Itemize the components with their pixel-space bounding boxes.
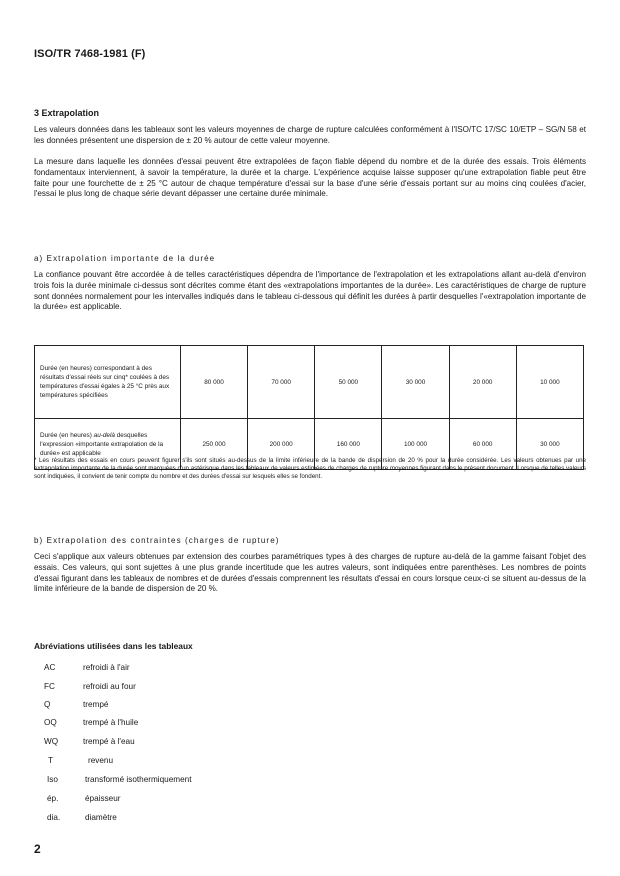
section-3-paragraph-2: La mesure dans laquelle les données d'essai peuvent être extrapolées de façon fiable dépend du nombre et de la durée des essais. Trois éléments fondamentaux interviennent, à savoir la température, la durée et la charge. L'expérience acquise laisse supposer qu'une extrapolation fiable peut être faite pour une fourchette de ± 25 °C autour de chaque température d'essai sur la base d'une série d'essais portant sur au moins cinq coulées d'acier, l'essai le plus long de chaque série devant dépasser une certaine durée minimale.	[34, 157, 586, 199]
abbr-description: transformé isothermiquement	[85, 775, 192, 784]
row2-label-pre: Durée (en heures)	[40, 431, 94, 439]
row1-value: 30 000	[382, 346, 449, 419]
abbr-description: trempé à l'eau	[83, 737, 135, 746]
abbr-description: trempé à l'huile	[83, 718, 139, 727]
row2-value: 200 000	[248, 419, 315, 470]
abbr-description: trempé	[83, 700, 109, 709]
abbreviations-title: Abréviations utilisées dans les tableaux	[34, 641, 193, 651]
section-a-title: a) Extrapolation importante de la durée	[34, 254, 216, 263]
abbr-code: ép.	[47, 794, 59, 803]
abbr-description: revenu	[88, 756, 114, 765]
document-header: ISO/TR 7468-1981 (F)	[34, 48, 146, 60]
table-row	[35, 346, 584, 419]
abbr-code: Q	[44, 700, 51, 709]
row2-value: 100 000	[382, 419, 449, 470]
abbr-description: refroidi au four	[83, 682, 136, 691]
abbr-description: diamètre	[85, 813, 117, 822]
row1-value: 80 000	[180, 346, 247, 419]
abbr-code: FC	[44, 682, 55, 691]
row2-label-emphasis: au-delà	[93, 431, 115, 439]
section-a-paragraph: La confiance pouvant être accordée à de telles caractéristiques dépendra de l'importance de l'extrapolation et les extrapolations allant au-delà d'environ trois fois la durée minimale ci-dessus sont décrites comme étant des «extrapolations importantes de la durée». Les caractéristiques de charge de rupture sont données normalement pour les intervalles indiqués dans le tableau ci-dessous qui définit les durées à partir desquelles l'«extrapolation importante de la durée» est applicable.	[34, 270, 586, 312]
abbr-code: dia.	[47, 813, 61, 822]
row1-value: 50 000	[315, 346, 382, 419]
section-b-paragraph: Ceci s'applique aux valeurs obtenues par extension des courbes paramétriques types à des charges de rupture au-delà de la gamme faisant l'objet des essais. Ces valeurs, qui sont sujettes à une plus grande incertitude que les autres valeurs, sont indiquées entre parenthèses. Les nombres de points d'essai figurant dans les tableaux de nombres et de durées d'essais comprennent les résultats d'essai en cours lorsque ceux-ci se situent au-dessus de la limite inférieure de la bande de dispersion de 20 %.	[34, 552, 586, 594]
row2-value: 30 000	[516, 419, 583, 470]
row1-value: 20 000	[449, 346, 516, 419]
duration-table	[34, 345, 584, 470]
section-b-title: b) Extrapolation des contraintes (charges de rupture)	[34, 536, 280, 545]
abbr-code: Iso	[47, 775, 58, 784]
abbr-code: AC	[44, 663, 56, 672]
abbr-code: OQ	[44, 718, 57, 727]
row2-value: 160 000	[315, 419, 382, 470]
section-3-title: 3 Extrapolation	[34, 108, 100, 118]
row1-value: 70 000	[248, 346, 315, 419]
abbr-code: WQ	[44, 737, 59, 746]
row1-value: 10 000	[516, 346, 583, 419]
abbr-code: T	[48, 756, 54, 765]
row2-value: 250 000	[180, 419, 247, 470]
row1-label: Durée (en heures) correspondant à des résultats d'essai réels sur cinq* coulées à des températures d'essai égales à 25 °C près aux températures spécifiées	[35, 346, 181, 419]
row2-value: 60 000	[449, 419, 516, 470]
abbr-description: refroidi à l'air	[83, 663, 130, 672]
section-3-paragraph-1: Les valeurs données dans les tableaux sont les valeurs moyennes de charge de rupture calculées conformément à l'ISO/TC 17/SC 10/ETP – SG/N 58 et les données présentent une dispersion de ± 20 % autour de cette valeur moyenne.	[34, 125, 586, 145]
page-number: 2	[34, 842, 41, 856]
row2-label-post: desquelles l'expression «importante extrapolation de la durée» est applicable	[40, 431, 164, 457]
table-footnote: * Les résultats des essais en cours peuvent figurer s'ils sont situés au-dessus de la limite inférieure de la bande de dispersion de 20 % pour la durée considérée. Les valeurs obtenues par une extrapolation importante de la durée sont marquées d'un astérisque dans les tableaux de valeurs estimées de charges de rupture moyennes figurant dans le présent document. Lorsque de telles valeurs sont indiquées, il convient de tenir compte du nombre et des durées d'essai sur lesquels elles se fondent.	[34, 457, 586, 481]
abbr-description: épaisseur	[85, 794, 121, 803]
